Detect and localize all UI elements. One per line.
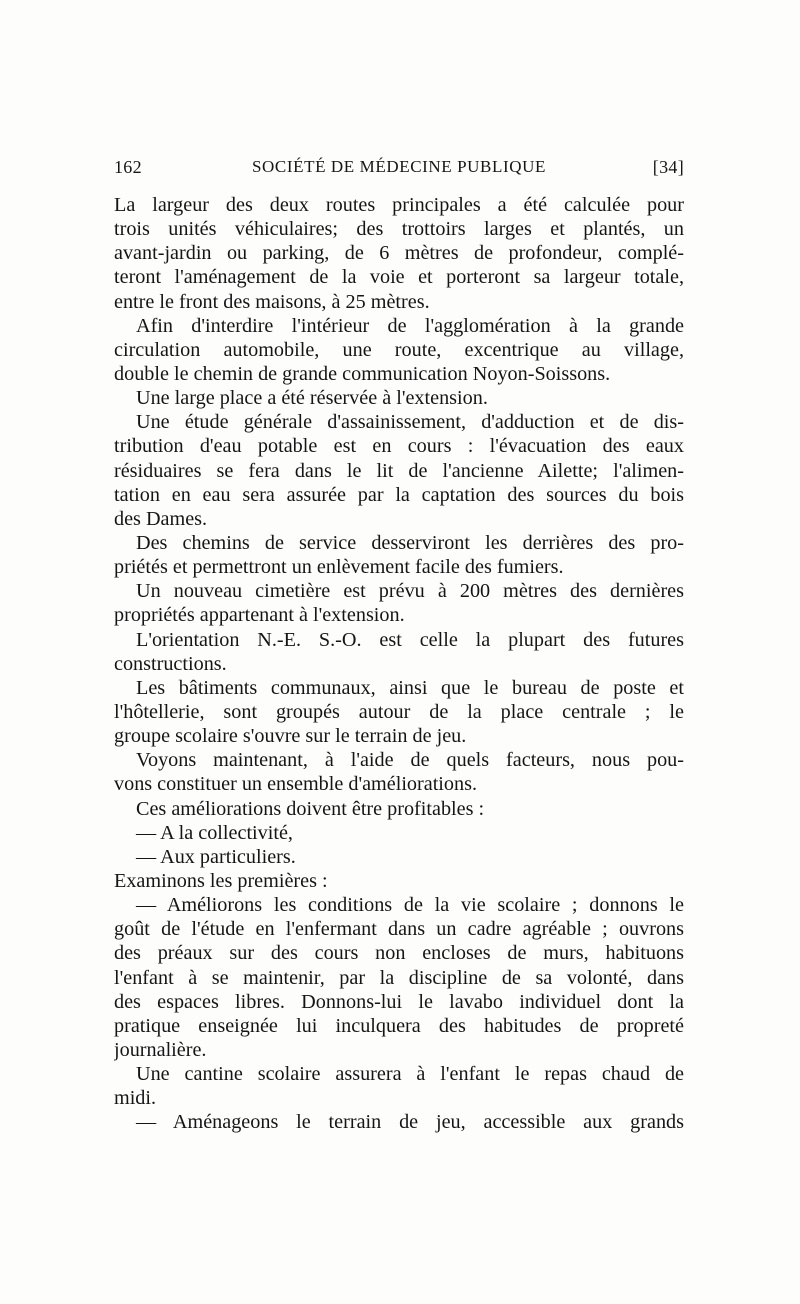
text-line: L'orientation N.-E. S.-O. est celle la plupart des futures	[136, 628, 684, 651]
text-line: Voyons maintenant, à l'aide de quels facteurs, nous pou-	[136, 749, 684, 772]
text-line: vons constituer un ensemble d'améliorations.	[114, 773, 478, 796]
text-line: Les bâtiments communaux, ainsi que le bureau de poste et	[136, 676, 684, 699]
text-line: des Dames.	[114, 507, 208, 530]
text-line: tation en eau sera assurée par la captation des sources du bois	[114, 483, 684, 506]
text-line: double le chemin de grande communication Noyon-Soissons.	[114, 362, 611, 385]
text-line: — Aménageons le terrain de jeu, accessible aux grands	[136, 1111, 684, 1134]
text-line: Examinons les premières :	[114, 869, 328, 892]
text-line: — A la collectivité,	[136, 821, 293, 844]
text-line: groupe scolaire s'ouvre sur le terrain de jeu.	[114, 725, 467, 748]
text-line: Afin d'interdire l'intérieur de l'agglomération à la grande	[136, 314, 684, 337]
text-line: Un nouveau cimetière est prévu à 200 mètres des dernières	[136, 580, 684, 603]
text-line: tribution d'eau potable est en cours : l'évacuation des eaux	[114, 435, 684, 458]
text-line: résiduaires se fera dans le lit de l'ancienne Ailette; l'alimen-	[114, 459, 684, 482]
text-line: priétés et permettront un enlèvement facile des fumiers.	[114, 556, 564, 579]
text-line: entre le front des maisons, à 25 mètres.	[114, 290, 430, 313]
page-number: 162	[114, 157, 142, 177]
text-line: Des chemins de service desserviront les derrières des pro-	[136, 531, 684, 554]
text-line: midi.	[114, 1087, 157, 1110]
text-line: propriétés appartenant à l'extension.	[114, 604, 405, 627]
text-line: trois unités véhiculaires; des trottoirs larges et plantés, un	[114, 218, 684, 241]
text-line: l'enfant à se maintenir, par la discipline de sa volonté, dans	[114, 966, 684, 989]
text-line: l'hôtellerie, sont groupés autour de la place centrale ; le	[114, 700, 684, 723]
text-line: Une cantine scolaire assurera à l'enfant le repas chaud de	[136, 1063, 684, 1086]
journal-title: SOCIÉTÉ DE MÉDECINE PUBLIQUE	[252, 157, 546, 176]
text-line: avant-jardin ou parking, de 6 mètres de profondeur, complé-	[114, 242, 684, 265]
text-line: — Améliorons les conditions de la vie scolaire ; donnons le	[136, 894, 684, 917]
text-line: Une large place a été réservée à l'extension.	[136, 387, 488, 410]
text-line: des espaces libres. Donnons-lui le lavabo individuel dont la	[114, 990, 684, 1013]
text-line: pratique enseignée lui inculquera des habitudes de propreté	[114, 1014, 684, 1037]
text-line: circulation automobile, une route, excentrique au village,	[114, 338, 684, 361]
text-line: teront l'aménagement de la voie et porteront sa largeur totale,	[114, 266, 684, 289]
text-line: constructions.	[114, 652, 227, 675]
text-line: des préaux sur des cours non encloses de murs, habituons	[114, 942, 684, 965]
text-line: journalière.	[114, 1038, 207, 1061]
text-line: La largeur des deux routes principales a été calculée pour	[114, 194, 684, 216]
body-text	[114, 193, 684, 1134]
text-line: — Aux particuliers.	[136, 845, 296, 868]
text-line: Ces améliorations doivent être profitables :	[136, 797, 485, 820]
text-line: Une étude générale d'assainissement, d'adduction et de dis-	[136, 411, 684, 434]
section-mark: [34]	[652, 157, 684, 177]
running-head	[114, 157, 684, 181]
text-line: goût de l'étude en l'enfermant dans un cadre agréable ; ouvrons	[114, 918, 684, 941]
